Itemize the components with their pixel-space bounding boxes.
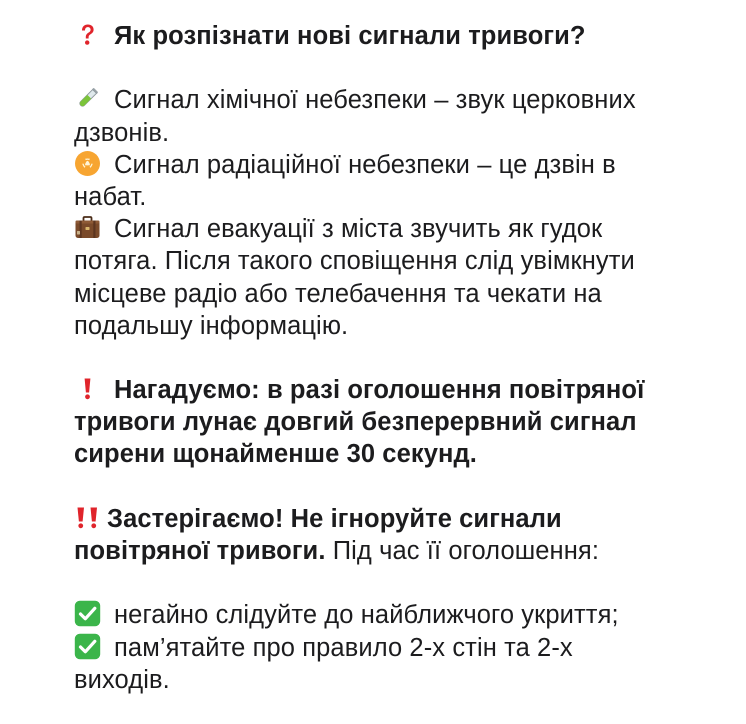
action-item-1 — [74, 599, 734, 631]
reminder-text-1: Нагадуємо: в разі оголошення повітряної — [114, 376, 645, 405]
reminder-line-2: тривоги лунає довгий безперервний сигнал — [74, 408, 637, 437]
warning-text-1: Застерігаємо! Не ігноруйте сигнали — [107, 504, 562, 533]
evacuation-signal-text-1: Сигнал евакуації з міста звучить як гудок — [114, 215, 603, 244]
warning-text-2-bold: повітряної тривоги. — [74, 537, 326, 565]
evacuation-signal-line-3: місцеве радіо або телебачення та чекати на — [74, 279, 602, 308]
evacuation-signal-line-1 — [74, 213, 734, 245]
spacer — [74, 471, 734, 503]
evacuation-signal-line-4: подальшу інформацію. — [74, 311, 349, 340]
check-mark-button-icon — [74, 600, 101, 627]
warning-text-2-rest: Під час її оголошення: — [325, 537, 600, 565]
radiation-signal-line-2: набат. — [74, 182, 147, 211]
spacer — [74, 567, 734, 599]
message-body — [74, 20, 734, 696]
action-item-2-text-1: пам’ятайте про правило 2-х стін та 2-х — [114, 633, 573, 662]
reminder-line-3: сирени щонайменше 30 секунд. — [74, 440, 477, 469]
action-item-2-line-1 — [74, 632, 734, 664]
heading-line — [74, 20, 734, 52]
red-exclamation-icon — [74, 375, 101, 402]
radiation-signal-text-1: Сигнал радіаційної небезпеки – це дзвін в — [114, 150, 616, 179]
warning-line-1 — [74, 503, 734, 535]
spacer — [74, 52, 734, 84]
evacuation-signal-line-2: потяга. Після такого сповіщення слід увімкнути — [74, 247, 635, 276]
test-tube-icon — [74, 85, 101, 112]
reminder-line-1 — [74, 374, 734, 406]
action-item-2-line-2: виходів. — [74, 665, 170, 694]
chemical-signal-line-1 — [74, 84, 734, 116]
action-item-1-text: негайно слідуйте до найближчого укриття; — [114, 601, 619, 630]
red-question-mark-icon — [74, 21, 101, 48]
double-exclamation-icon — [74, 504, 101, 531]
chemical-signal-line-2: дзвонів. — [74, 118, 170, 147]
check-mark-button-icon — [74, 633, 101, 660]
spacer — [74, 342, 734, 374]
radiation-signal-line-1 — [74, 149, 734, 181]
radioactive-icon — [74, 150, 101, 177]
chemical-signal-text-1: Сигнал хімічної небезпеки – звук церковних — [114, 86, 636, 115]
warning-line-2 — [74, 535, 734, 567]
suitcase-icon — [74, 214, 101, 241]
heading-text: Як розпізнати нові сигнали тривоги? — [114, 22, 586, 50]
